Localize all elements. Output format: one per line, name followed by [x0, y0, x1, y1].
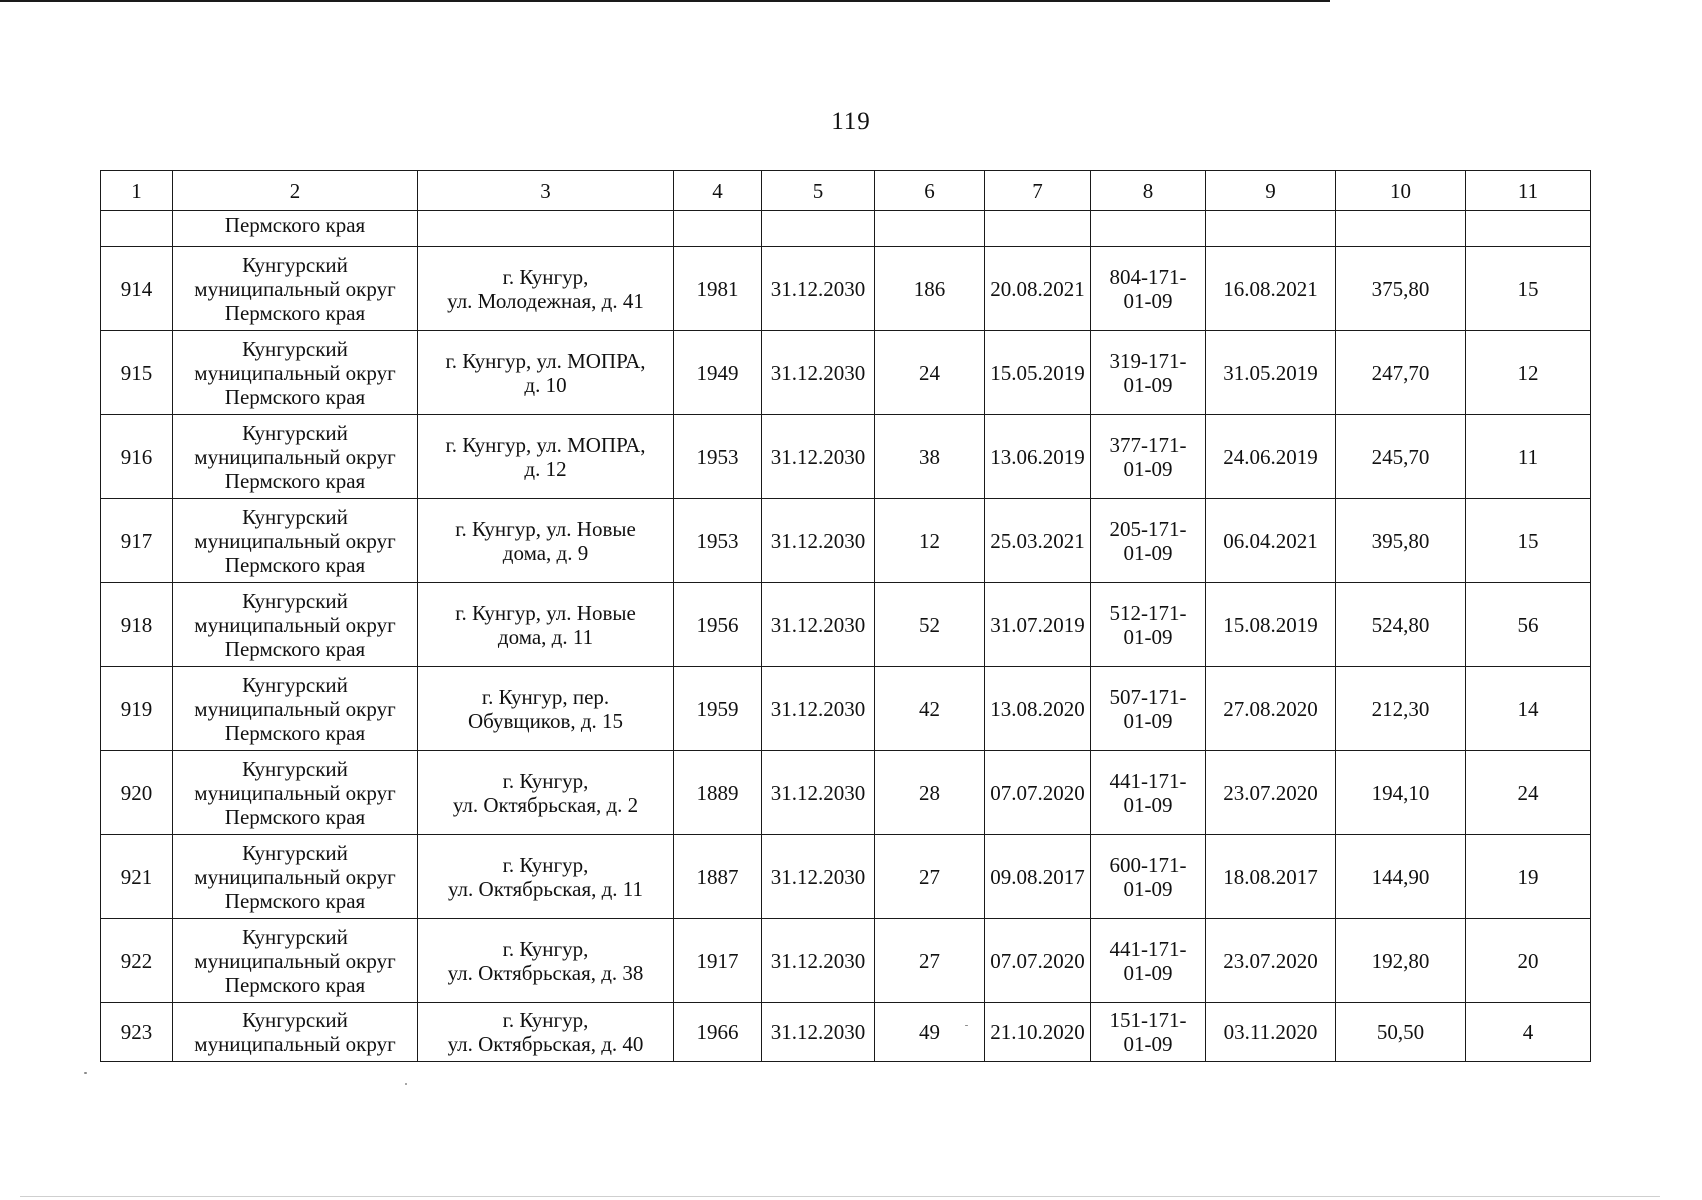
- column-number: 10: [1336, 171, 1466, 211]
- document-number-cell: 205-171- 01-09: [1091, 499, 1206, 583]
- column-number: 6: [875, 171, 985, 211]
- scan-edge-bottom: [20, 1196, 1660, 1197]
- column-number: 5: [762, 171, 875, 211]
- table-row: [101, 1003, 1591, 1062]
- area-cell: 375,80: [1336, 247, 1466, 331]
- count-cell: 186: [875, 247, 985, 331]
- address-cell: г. Кунгур, ул. МОПРА, д. 10: [418, 331, 674, 415]
- address-cell: г. Кунгур, ул. МОПРА, д. 12: [418, 415, 674, 499]
- value-cell: 56: [1466, 583, 1591, 667]
- value-cell: 24: [1466, 751, 1591, 835]
- document-number-cell: 319-171- 01-09: [1091, 331, 1206, 415]
- municipality-cell: Кунгурский муниципальный округ Пермского края: [173, 415, 418, 499]
- deadline-cell: 31.12.2030: [762, 247, 875, 331]
- table-row: [101, 331, 1591, 415]
- area-cell: 50,50: [1336, 1003, 1466, 1062]
- municipality-cell: Кунгурский муниципальный округ Пермского края: [173, 919, 418, 1003]
- register-table: [100, 170, 1591, 1062]
- value-cell: 12: [1466, 331, 1591, 415]
- document-number-cell: 512-171- 01-09: [1091, 583, 1206, 667]
- date-cell: 24.06.2019: [1206, 415, 1336, 499]
- column-number: 3: [418, 171, 674, 211]
- column-number: 4: [674, 171, 762, 211]
- year-cell: 1949: [674, 331, 762, 415]
- area-cell: 192,80: [1336, 919, 1466, 1003]
- area-cell: 245,70: [1336, 415, 1466, 499]
- year-cell: 1953: [674, 499, 762, 583]
- date-cell: 23.07.2020: [1206, 919, 1336, 1003]
- count-cell: 12: [875, 499, 985, 583]
- date-cell: 13.06.2019: [985, 415, 1091, 499]
- municipality-cell: Кунгурский муниципальный округ: [173, 1003, 418, 1062]
- area-cell: 194,10: [1336, 751, 1466, 835]
- count-cell: 27: [875, 835, 985, 919]
- municipality-cell: Кунгурский муниципальный округ Пермского края: [173, 331, 418, 415]
- column-number: 7: [985, 171, 1091, 211]
- table-cell: [985, 211, 1091, 247]
- scan-speck: [405, 1083, 407, 1085]
- table-cell: [875, 211, 985, 247]
- deadline-cell: 31.12.2030: [762, 331, 875, 415]
- table-cell: Пермского края: [173, 211, 418, 247]
- count-cell: 52: [875, 583, 985, 667]
- column-number: 11: [1466, 171, 1591, 211]
- area-cell: 212,30: [1336, 667, 1466, 751]
- document-number-cell: 804-171- 01-09: [1091, 247, 1206, 331]
- address-cell: г. Кунгур, ул. Октябрьская, д. 40: [418, 1003, 674, 1062]
- row-number-cell: 921: [101, 835, 173, 919]
- address-cell: г. Кунгур, ул. Новые дома, д. 9: [418, 499, 674, 583]
- address-cell: г. Кунгур, ул. Октябрьская, д. 2: [418, 751, 674, 835]
- municipality-cell: Кунгурский муниципальный округ Пермского края: [173, 835, 418, 919]
- deadline-cell: 31.12.2030: [762, 1003, 875, 1062]
- date-cell: 07.07.2020: [985, 751, 1091, 835]
- year-cell: 1981: [674, 247, 762, 331]
- register-table-body: [101, 171, 1591, 1062]
- document-number-cell: 600-171- 01-09: [1091, 835, 1206, 919]
- value-cell: 15: [1466, 247, 1591, 331]
- table-cell: [418, 211, 674, 247]
- document-number-cell: 441-171- 01-09: [1091, 919, 1206, 1003]
- row-number-cell: 920: [101, 751, 173, 835]
- count-cell: 38: [875, 415, 985, 499]
- deadline-cell: 31.12.2030: [762, 499, 875, 583]
- date-cell: 27.08.2020: [1206, 667, 1336, 751]
- row-number-cell: 918: [101, 583, 173, 667]
- table-row: [101, 415, 1591, 499]
- table-row: [101, 751, 1591, 835]
- date-cell: 16.08.2021: [1206, 247, 1336, 331]
- date-cell: 15.05.2019: [985, 331, 1091, 415]
- row-number-cell: 914: [101, 247, 173, 331]
- deadline-cell: 31.12.2030: [762, 667, 875, 751]
- row-number-cell: 915: [101, 331, 173, 415]
- table-cell: [1466, 211, 1591, 247]
- year-cell: 1959: [674, 667, 762, 751]
- scan-speck: [965, 1025, 968, 1026]
- year-cell: 1917: [674, 919, 762, 1003]
- value-cell: 15: [1466, 499, 1591, 583]
- value-cell: 14: [1466, 667, 1591, 751]
- address-cell: г. Кунгур, пер. Обувщиков, д. 15: [418, 667, 674, 751]
- page-number: 119: [831, 108, 871, 135]
- row-number-cell: 923: [101, 1003, 173, 1062]
- column-number: 2: [173, 171, 418, 211]
- date-cell: 18.08.2017: [1206, 835, 1336, 919]
- date-cell: 07.07.2020: [985, 919, 1091, 1003]
- area-cell: 395,80: [1336, 499, 1466, 583]
- date-cell: 15.08.2019: [1206, 583, 1336, 667]
- table-row: [101, 835, 1591, 919]
- date-cell: 31.07.2019: [985, 583, 1091, 667]
- year-cell: 1889: [674, 751, 762, 835]
- value-cell: 4: [1466, 1003, 1591, 1062]
- deadline-cell: 31.12.2030: [762, 835, 875, 919]
- date-cell: 20.08.2021: [985, 247, 1091, 331]
- date-cell: 09.08.2017: [985, 835, 1091, 919]
- row-number-cell: 916: [101, 415, 173, 499]
- table-row: [101, 667, 1591, 751]
- count-cell: 49: [875, 1003, 985, 1062]
- area-cell: 247,70: [1336, 331, 1466, 415]
- date-cell: 06.04.2021: [1206, 499, 1336, 583]
- address-cell: г. Кунгур, ул. Молодежная, д. 41: [418, 247, 674, 331]
- document-number-cell: 507-171- 01-09: [1091, 667, 1206, 751]
- table-row: [101, 247, 1591, 331]
- table-row: [101, 499, 1591, 583]
- date-cell: 25.03.2021: [985, 499, 1091, 583]
- count-cell: 28: [875, 751, 985, 835]
- column-number: 1: [101, 171, 173, 211]
- date-cell: 31.05.2019: [1206, 331, 1336, 415]
- document-number-cell: 151-171- 01-09: [1091, 1003, 1206, 1062]
- document-number-cell: 377-171- 01-09: [1091, 415, 1206, 499]
- date-cell: 23.07.2020: [1206, 751, 1336, 835]
- value-cell: 11: [1466, 415, 1591, 499]
- area-cell: 524,80: [1336, 583, 1466, 667]
- deadline-cell: 31.12.2030: [762, 415, 875, 499]
- table-cell: [101, 211, 173, 247]
- year-cell: 1966: [674, 1003, 762, 1062]
- value-cell: 19: [1466, 835, 1591, 919]
- year-cell: 1956: [674, 583, 762, 667]
- table-cell: [762, 211, 875, 247]
- column-number: 8: [1091, 171, 1206, 211]
- address-cell: г. Кунгур, ул. Новые дома, д. 11: [418, 583, 674, 667]
- column-number: 9: [1206, 171, 1336, 211]
- deadline-cell: 31.12.2030: [762, 919, 875, 1003]
- year-cell: 1887: [674, 835, 762, 919]
- count-cell: 24: [875, 331, 985, 415]
- row-number-cell: 922: [101, 919, 173, 1003]
- column-number-row: [101, 171, 1591, 211]
- deadline-cell: 31.12.2030: [762, 751, 875, 835]
- table-cell: [1336, 211, 1466, 247]
- area-cell: 144,90: [1336, 835, 1466, 919]
- year-cell: 1953: [674, 415, 762, 499]
- row-number-cell: 917: [101, 499, 173, 583]
- municipality-cell: Кунгурский муниципальный округ Пермского края: [173, 247, 418, 331]
- count-cell: 42: [875, 667, 985, 751]
- address-cell: г. Кунгур, ул. Октябрьская, д. 38: [418, 919, 674, 1003]
- value-cell: 20: [1466, 919, 1591, 1003]
- municipality-cell: Кунгурский муниципальный округ Пермского края: [173, 751, 418, 835]
- municipality-cell: Кунгурский муниципальный округ Пермского края: [173, 667, 418, 751]
- table-cell: [1091, 211, 1206, 247]
- table-row: [101, 919, 1591, 1003]
- deadline-cell: 31.12.2030: [762, 583, 875, 667]
- table-cell: [1206, 211, 1336, 247]
- date-cell: 13.08.2020: [985, 667, 1091, 751]
- date-cell: 21.10.2020: [985, 1003, 1091, 1062]
- row-number-cell: 919: [101, 667, 173, 751]
- municipality-cell: Кунгурский муниципальный округ Пермского края: [173, 583, 418, 667]
- table-cell: [674, 211, 762, 247]
- document-number-cell: 441-171- 01-09: [1091, 751, 1206, 835]
- date-cell: 03.11.2020: [1206, 1003, 1336, 1062]
- scan-edge-top: [0, 0, 1330, 2]
- municipality-cell: Кунгурский муниципальный округ Пермского края: [173, 499, 418, 583]
- continuation-row: [101, 211, 1591, 247]
- scan-speck: [84, 1072, 87, 1074]
- count-cell: 27: [875, 919, 985, 1003]
- address-cell: г. Кунгур, ул. Октябрьская, д. 11: [418, 835, 674, 919]
- table-row: [101, 583, 1591, 667]
